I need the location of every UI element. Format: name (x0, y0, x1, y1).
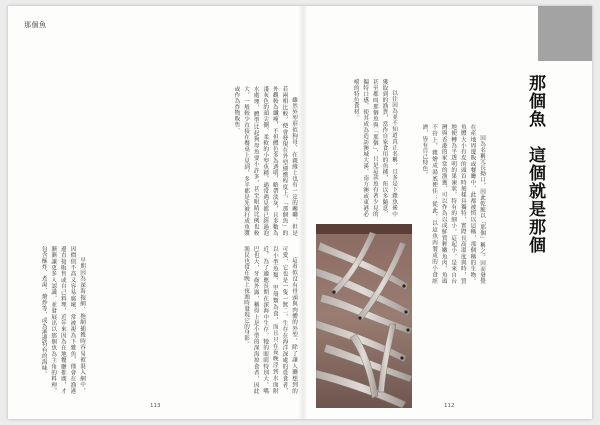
right-intro-text: 因為名稱冗長拗口，因此乾脆以「那個」稱之。因而發覺在產地周邊販或餐廳中，此都被慣以這稱，那個稱的生物。魚體大小有皮的頭首時刻樣具獨特，實際長高溫度與時，質地便轉為半透明的果凍狀，特有的細小。這起小，是來自台灣與香港的家常的漁獲，可以作為以成鮮質輕嫩魚肉，魚頭不管上，雜燴成湯底便佳；從此，以這魚肉製成的小食經濟，皆有自己特色。 (421, 124, 485, 284)
page-number-left: 113 (150, 403, 161, 409)
fish-photo (316, 224, 412, 408)
book-gutter (298, 6, 308, 419)
right-body-paragraph (314, 79, 398, 217)
left-paragraph-3-text: 早期因為深海拖網、拖網捕獲時容易被混入網中，因價值不高又容易腐壞，常被視為下雜魚，僅會在漁港邊直接販售或自己料理，近年來因為在地餐廳推廣，才漸漸讓更多人認識，並發展出以那個魚為主角的料理，包含酥炸、煮湯、燴炒等，成為港邊特有的海味。 (40, 246, 85, 394)
right-body-text: 以往因為並不知道真正名稱，且多是下雜魚後中獲取到的漁貨，當作自家食用的魚種，所以多隨意，甚至都叫那個魚與「那個」，只是這款魚有著少見的獨特口感，使其成為造訪澳城大溪、南方澳或東港必嚐的特色食材。 (352, 79, 397, 217)
chapter-tab (538, 6, 592, 61)
page-number-right: 112 (444, 403, 455, 409)
left-paragraph-2-text: 這看似沒有骨頭與肉體的外型，除了讓人聯想到的可愛，它也是一隻一無二、生存在海洋深處的覓食者，以小型魚類、甲殼類為食，而且只在夜晚浮到水面附近，為了適應長期在深海中生存，牠的眼睛特別大，嘴巴也大，牙齒外露，稱得上是小型的深海掠食者，因此漁民也常在晚上夜漁時發現它的身影。 (243, 246, 297, 394)
right-intro-paragraph (404, 124, 486, 284)
page-title: 那個魚 這個就是那個 (525, 74, 545, 254)
fish-photo-image (316, 224, 412, 408)
left-paragraph-1-text: 雖然外型形似狗母，在親緣上也有一定的關聯，但是若兩相比較，便會發現在外型細緻程度上，「那個魚」的外觀較為纖瘦，不但體色多為透明、略帶淡灰，且多數為淺灰色的頭尖側、柔軟的小型魚種，通常遇見都已經過泡水處理，體型比起狗母魚要小許多，甚至眼睛比例也較大，一般較少直接在餐桌上見到，多半都是先被打成魚漿或作為炸物販售。 (233, 86, 297, 236)
running-head: 那個魚 (24, 21, 47, 29)
book-spread (8, 6, 592, 419)
left-paragraph-3 (32, 246, 86, 394)
left-paragraph-1 (128, 86, 298, 236)
left-paragraph-2 (90, 246, 298, 394)
